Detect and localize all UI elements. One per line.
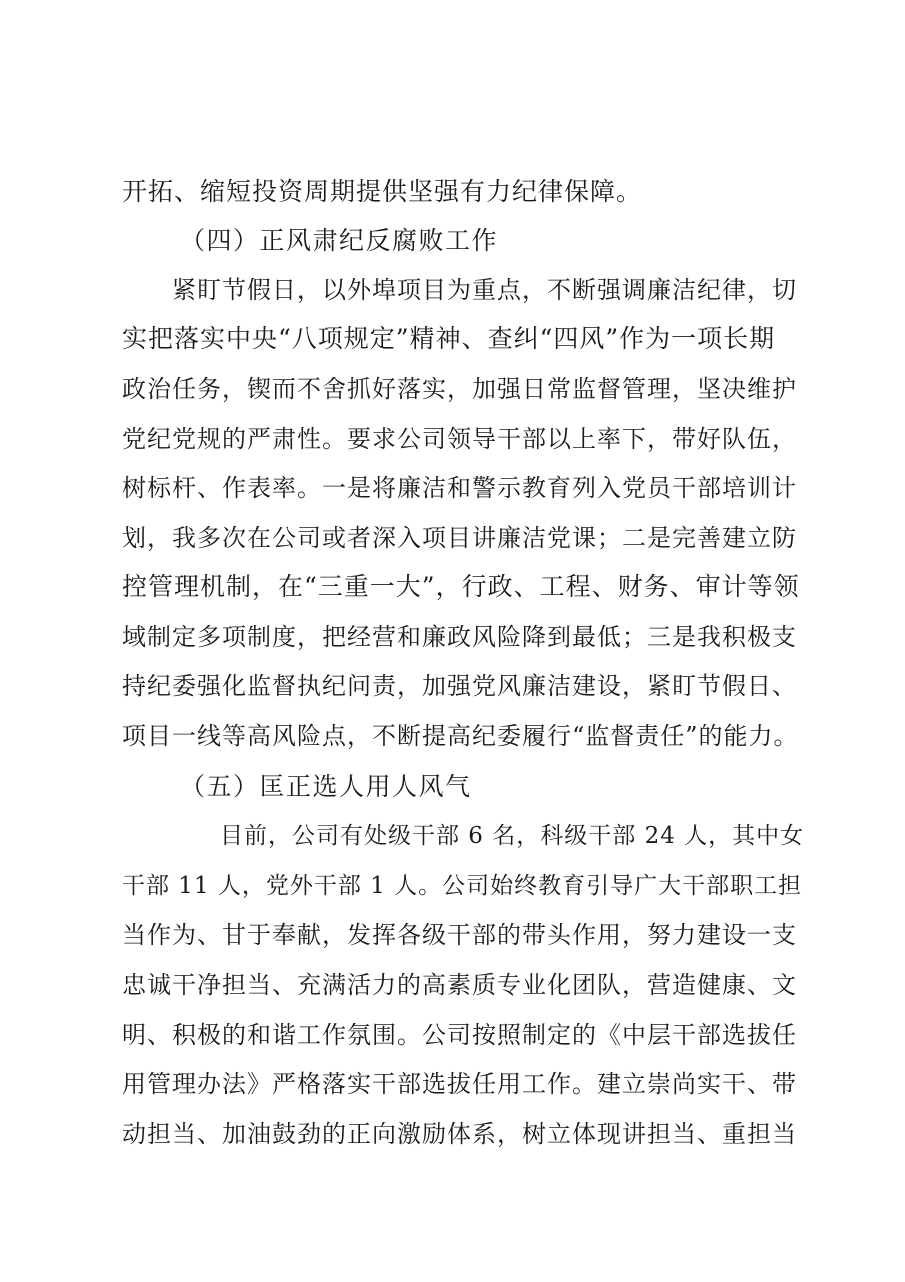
- text-line: 党纪党规的严肃性。要求公司领导干部以上率下，带好队伍，: [122, 425, 797, 453]
- text-line: 实把落实中央“八项规定”精神、查纠“四风”作为一项长期: [122, 324, 776, 353]
- section-heading-5: （五）匡正选人用人风气: [180, 772, 472, 801]
- text-line: 开拓、缩短投资周期提供坚强有力纪律保障。: [122, 177, 643, 206]
- text-line: 持纪委强化监督执纪问责，加强党风廉洁建设，紧盯节假日、: [122, 672, 797, 700]
- text-line: 树标杆、作表率。一是将廉洁和警示教育列入党员干部培训计: [122, 474, 797, 502]
- text-line: 项目一线等高风险点，不断提高纪委履行“监督责任”的能力。: [122, 722, 799, 750]
- text-line: 干部 11 人，党外干部 1 人。公司始终教育引导广大干部职工担: [122, 873, 803, 899]
- text-line: 控管理机制，在“三重一大”，行政、工程、财务、审计等领: [122, 572, 800, 601]
- text-line: 目前，公司有处级干部 6 名，科级干部 24 人，其中女: [220, 823, 805, 849]
- text-line: 当作为、甘于奉献，发挥各级干部的带头作用，努力建设一支: [122, 921, 797, 949]
- text-line: 域制定多项制度，把经营和廉政风险降到最低；三是我积极支: [122, 623, 797, 651]
- text-line: 明、积极的和谐工作氛围。公司按照制定的《中层干部选拔任: [122, 1021, 797, 1049]
- text-line: 用管理办法》严格落实干部选拔任用工作。建立崇尚实干、带: [122, 1070, 797, 1098]
- text-line: 忠诚干净担当、充满活力的高素质专业化团队，营造健康、文: [122, 971, 797, 999]
- text-line: 划，我多次在公司或者深入项目讲廉洁党课；二是完善建立防: [122, 524, 797, 552]
- text-line: 动担当、加油鼓劲的正向激励体系，树立体现讲担当、重担当: [122, 1120, 797, 1148]
- text-line: 政治任务，锲而不舍抓好落实，加强日常监督管理，坚决维护: [122, 375, 797, 403]
- section-heading-4: （四）正风肃纪反腐败工作: [180, 226, 499, 255]
- text-line: 紧盯节假日，以外埠项目为重点，不断强调廉洁纪律，切: [172, 276, 797, 304]
